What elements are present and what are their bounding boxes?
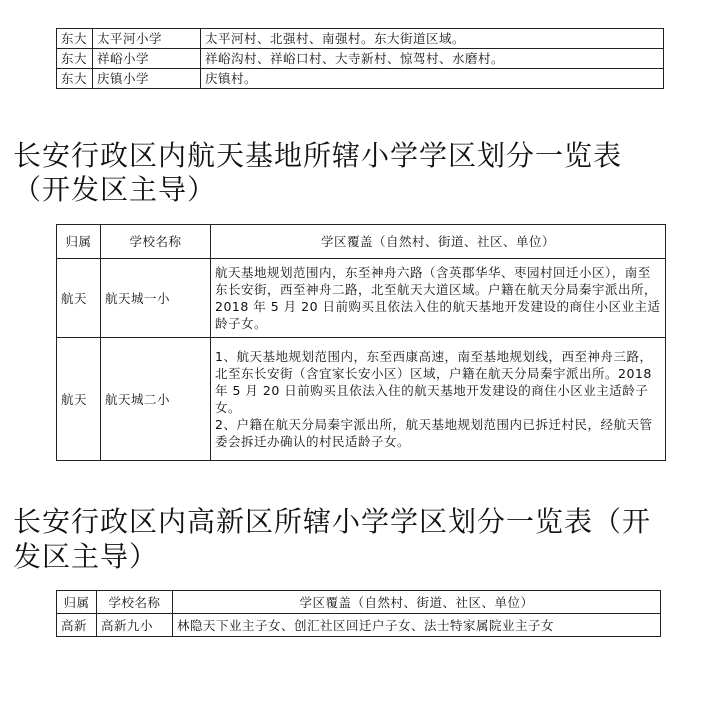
- section-subtitle-hightech: 发区主导）: [13, 540, 159, 573]
- table-aerospace-schools: [56, 224, 666, 461]
- school-cell: 航天城一小: [101, 259, 211, 338]
- district-cell: 东大: [57, 69, 93, 89]
- district-cell: 航天: [57, 259, 101, 338]
- header-school: 学校名称: [97, 591, 173, 614]
- school-cell: 高新九小: [97, 614, 173, 637]
- school-cell: 庆镇小学: [93, 69, 201, 89]
- table-row: [57, 69, 664, 89]
- table-row: [57, 338, 666, 461]
- table-dongda-schools: [56, 28, 664, 89]
- table-header-row: [57, 591, 661, 614]
- district-cell: 航天: [57, 338, 101, 461]
- table-row: [57, 259, 666, 338]
- header-district: 归属: [57, 225, 101, 259]
- school-cell: 祥峪小学: [93, 49, 201, 69]
- district-cell: 东大: [57, 49, 93, 69]
- school-cell: 航天城二小: [101, 338, 211, 461]
- table-row: [57, 614, 661, 637]
- header-district: 归属: [57, 591, 97, 614]
- table-hightech-schools: [56, 590, 661, 637]
- district-cell: 东大: [57, 29, 93, 49]
- header-coverage: 学区覆盖（自然村、街道、社区、单位）: [173, 591, 661, 614]
- table-row: [57, 29, 664, 49]
- coverage-cell: 航天基地规划范围内，东至神舟六路（含英郡华华、枣园村回迁小区），南至东长安街，西至神舟二路，北至航天大道区域。户籍在航天分局秦宇派出所，2018 年 5 月 20 日前购买且依法入住的航天基地开发建设的商住小区业主适龄子女。: [211, 259, 666, 338]
- table-row: [57, 49, 664, 69]
- header-school: 学校名称: [101, 225, 211, 259]
- coverage-cell: 林隐天下业主子女、创汇社区回迁户子女、法士特家属院业主子女: [173, 614, 661, 637]
- coverage-cell: 祥峪沟村、祥峪口村、大寺新村、惊驾村、水磨村。: [201, 49, 664, 69]
- coverage-cell: 1、航天基地规划范围内，东至西康高速，南至基地规划线，西至神舟三路，北至东长安街（含宜家长安小区）区域，户籍在航天分局秦宇派出所。2018 年 5 月 20 日前购买且依法入住的航天基地开发建设的商住小区业主适龄子女。 2、户籍在航天分局秦宇派出所，航天基地规划范围内已拆迁村民，经航天管委会拆迁办确认的村民适龄子女。: [211, 338, 666, 461]
- header-coverage: 学区覆盖（自然村、街道、社区、单位）: [211, 225, 666, 259]
- school-cell: 太平河小学: [93, 29, 201, 49]
- section-title-hightech: 长安行政区内高新区所辖小学学区划分一览表（开: [13, 505, 652, 538]
- coverage-cell: 太平河村、北强村、南强村。东大街道区域。: [201, 29, 664, 49]
- table-header-row: [57, 225, 666, 259]
- district-cell: 高新: [57, 614, 97, 637]
- section-subtitle-aerospace: （开发区主导）: [13, 173, 217, 206]
- section-title-aerospace: 长安行政区内航天基地所辖小学学区划分一览表: [13, 139, 623, 172]
- coverage-cell: 庆镇村。: [201, 69, 664, 89]
